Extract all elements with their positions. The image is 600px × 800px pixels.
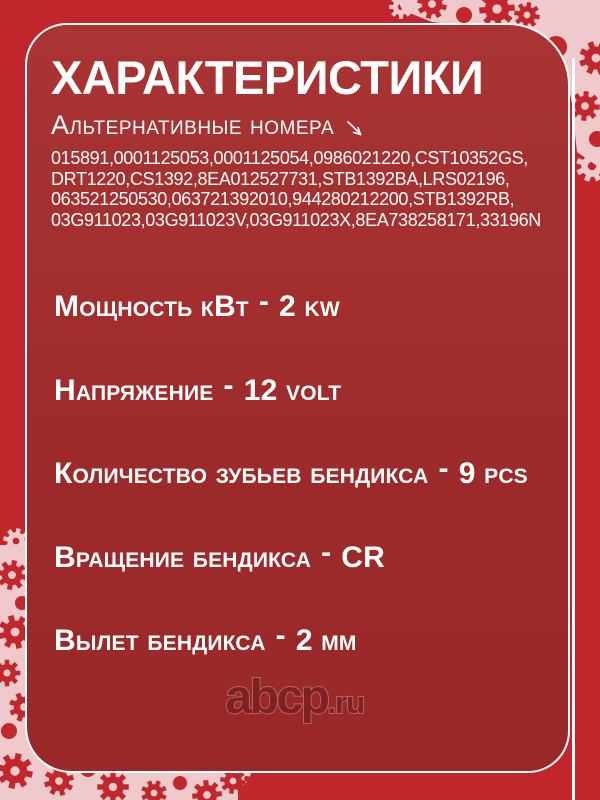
alt-numbers-label: Альтернативные номера bbox=[51, 110, 335, 141]
abcp-watermark-text: abcp bbox=[225, 671, 328, 724]
alt-numbers-header bbox=[51, 111, 546, 141]
spec-separator: - bbox=[275, 619, 286, 653]
spec-label: Мощность кВт bbox=[54, 290, 249, 324]
spec-value: 9 pcs bbox=[458, 457, 528, 491]
page-title: ХАРАКТЕРИСТИКИ bbox=[51, 51, 484, 104]
spec-label: Вращение бендикса bbox=[54, 540, 312, 574]
spec-row-power bbox=[54, 286, 546, 323]
alt-numbers-line: 03G911023,03G911023V,03G911023X,8EA738258171,33196N bbox=[51, 209, 541, 230]
alt-numbers-line: 063521250530,063721392010,944280212200,STB1392RB, bbox=[51, 189, 515, 210]
spec-value: 2 kw bbox=[279, 290, 340, 324]
spec-separator: - bbox=[438, 452, 449, 486]
spec-list bbox=[51, 286, 546, 657]
alt-numbers-line: DRT1220,CS1392,8EA012527731,STB1392BA,LRS02196, bbox=[51, 168, 510, 189]
characteristics-card bbox=[25, 23, 570, 773]
spec-label: Количество зубьев бендикса bbox=[54, 457, 429, 491]
spec-row-pinion-offset bbox=[54, 620, 546, 657]
spec-value: CR bbox=[341, 540, 386, 574]
alt-numbers-line: 015891,0001125053,0001125054,0986021220,CST10352GS, bbox=[51, 148, 528, 169]
spec-label: Напряжение bbox=[54, 373, 214, 407]
spec-row-teeth-count bbox=[54, 453, 546, 490]
right-accent-line bbox=[572, 58, 575, 800]
spec-row-voltage bbox=[54, 370, 546, 407]
spec-label: Вылет бендикса bbox=[54, 624, 266, 658]
spec-value: 2 мм bbox=[295, 624, 357, 658]
spec-separator: - bbox=[223, 368, 234, 402]
spec-separator: - bbox=[321, 535, 332, 569]
spec-value: 12 volt bbox=[243, 373, 342, 407]
spec-row-rotation bbox=[54, 537, 546, 574]
arrow-down-right-icon bbox=[344, 119, 364, 139]
abcp-watermark-suffix: .ru bbox=[327, 685, 365, 720]
abcp-watermark bbox=[225, 670, 364, 725]
alt-numbers-list bbox=[51, 148, 546, 230]
spec-separator: - bbox=[258, 285, 270, 319]
